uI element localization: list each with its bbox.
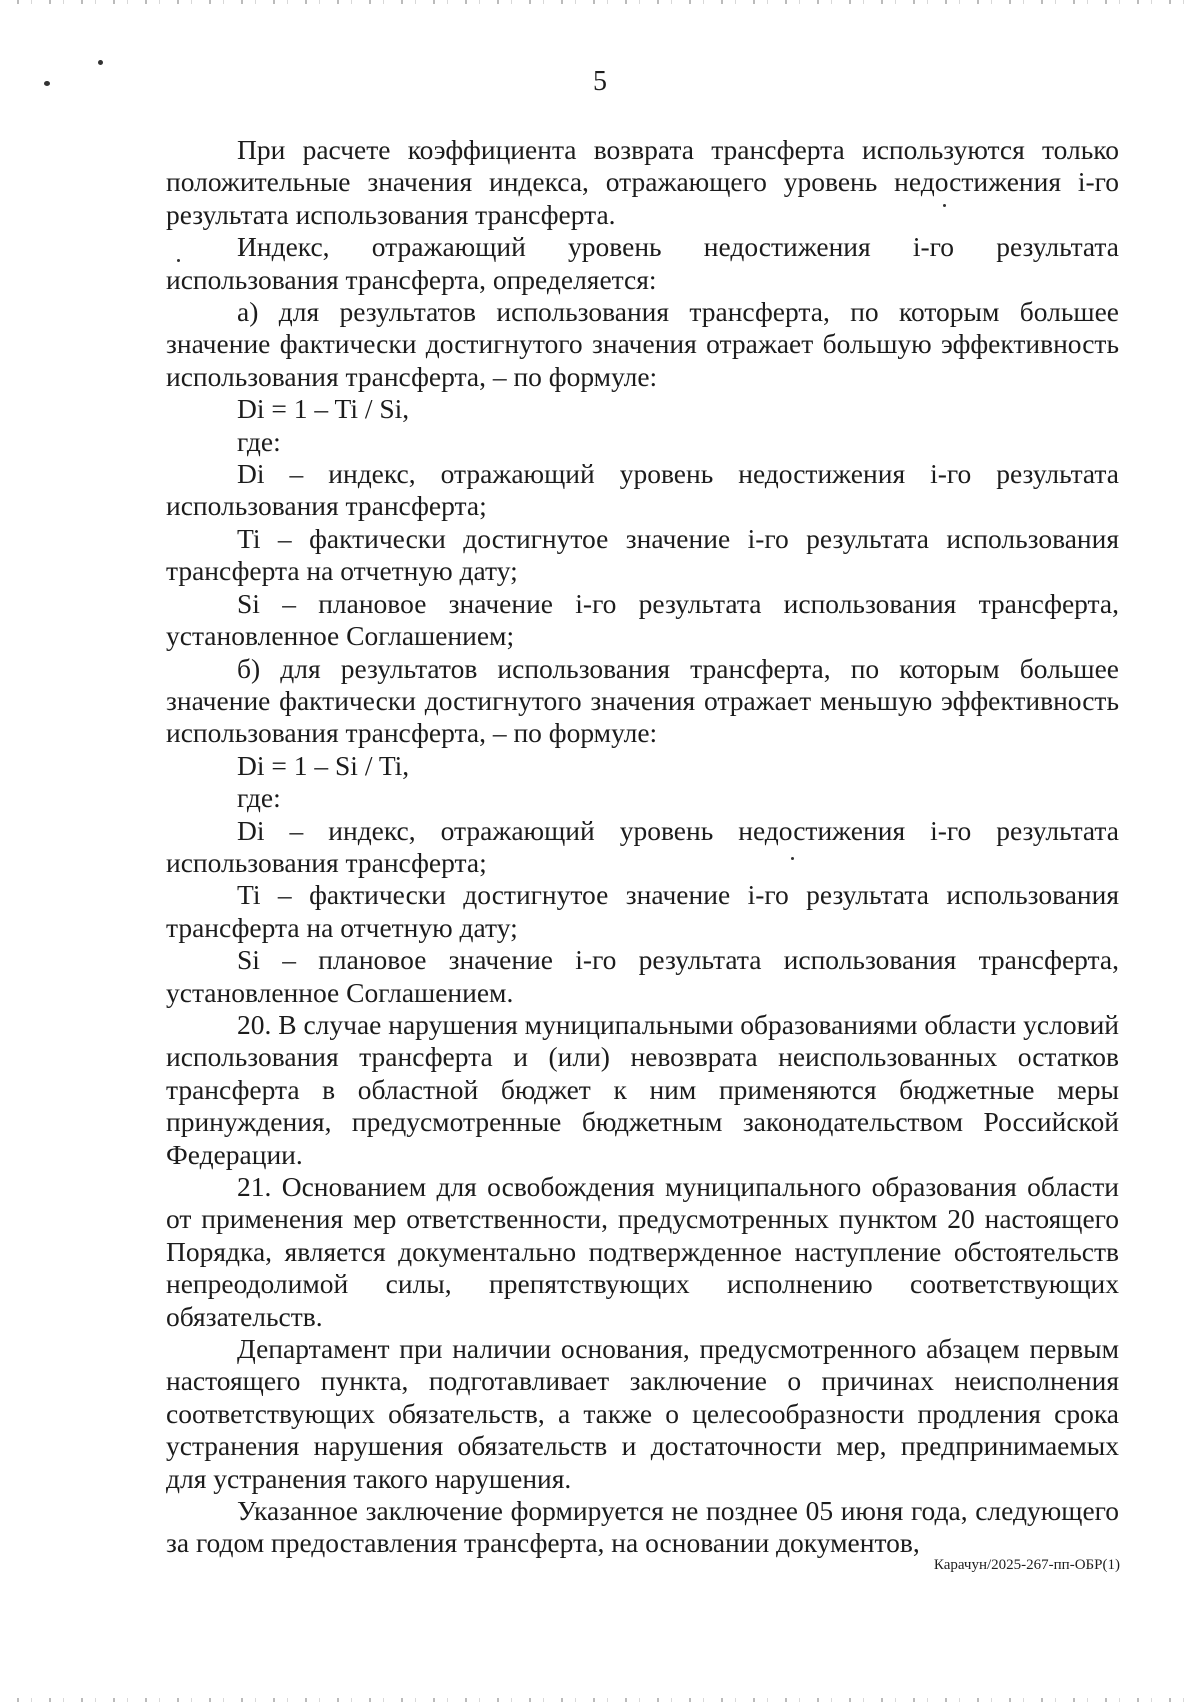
paragraph: Di – индекс, отражающий уровень недостижения i-го результата использования трансферта; — [166, 458, 1119, 522]
paragraph: Si – плановое значение i-го результата использования трансферта, установленное Соглашением; — [166, 587, 1119, 652]
paragraph: б) для результатов использования трансферта, по которым большее значение фактически достигнутого значения отражает меньшую эффективность использования трансферта, – по формуле: — [166, 652, 1119, 749]
where-label: где: — [237, 782, 281, 814]
paragraph: Департамент при наличии основания, предусмотренного абзацем первым настоящего пункта, подготавливает заключение о причинах неисполнения соответствующих обязательств, а также о целесообразности продления срока устранения нарушения обязательств и достаточности мер, предпринимаемых для устранения такого нарушения. — [166, 1333, 1119, 1494]
paragraph: Индекс, отражающий уровень недостижения i-го результата использования трансферта, определяется: — [166, 231, 1119, 295]
paragraph: Ti – фактически достигнутое значение i-го результата использования трансферта на отчетную дату; — [166, 879, 1119, 943]
paragraph: 21. Основанием для освобождения муниципального образования области от применения мер ответственности, предусмотренных пунктом 20 настоящего Порядка, является документально подтвержденное наступление обстоятельств непреодолимой силы, препятствующих исполнению соответствующих обязательств. — [166, 1171, 1119, 1332]
paragraph: а) для результатов использования трансферта, по которым большее значение фактически достигнутого значения отражает большую эффективность использования трансферта, – по формуле: — [166, 296, 1119, 392]
where-label: где: — [237, 425, 281, 457]
paragraph: Ti – фактически достигнутое значение i-го результата использования трансферта на отчетную дату; — [166, 522, 1119, 587]
formula: Di = 1 – Si / Ti, — [237, 749, 410, 781]
paragraph: Si – плановое значение i-го результата использования трансферта, установленное Соглашением. — [166, 944, 1119, 1008]
paragraph: 20. В случае нарушения муниципальными образованиями области условий использования трансферта и (или) невозврата неиспользованных остатков трансферта в областной бюджет к ним применяются бюджетные меры принуждения, предусмотренные бюджетным законодательством Российской Федерации. — [166, 1008, 1120, 1170]
scan-top-edge — [0, 0, 1200, 4]
scan-bottom-edge — [0, 1698, 1200, 1702]
document-body — [166, 134, 1119, 1560]
scan-speck — [98, 60, 103, 65]
paragraph: При расчете коэффициента возврата трансферта используются только положительные значения индекса, отражающего уровень недостижения i-го результата использования трансферта. — [166, 134, 1119, 230]
document-code: Карачун/2025-267-пп-ОБР(1) — [933, 1557, 1120, 1573]
page-number: 5 — [593, 66, 607, 97]
paragraph: Указанное заключение формируется не позднее 05 июня года, следующего за годом предоставления трансферта, на основании документов, — [166, 1495, 1119, 1559]
paragraph: Di – индекс, отражающий уровень недостижения i-го результата использования трансферта; — [166, 814, 1119, 878]
formula: Di = 1 – Ti / Si, — [237, 393, 410, 425]
